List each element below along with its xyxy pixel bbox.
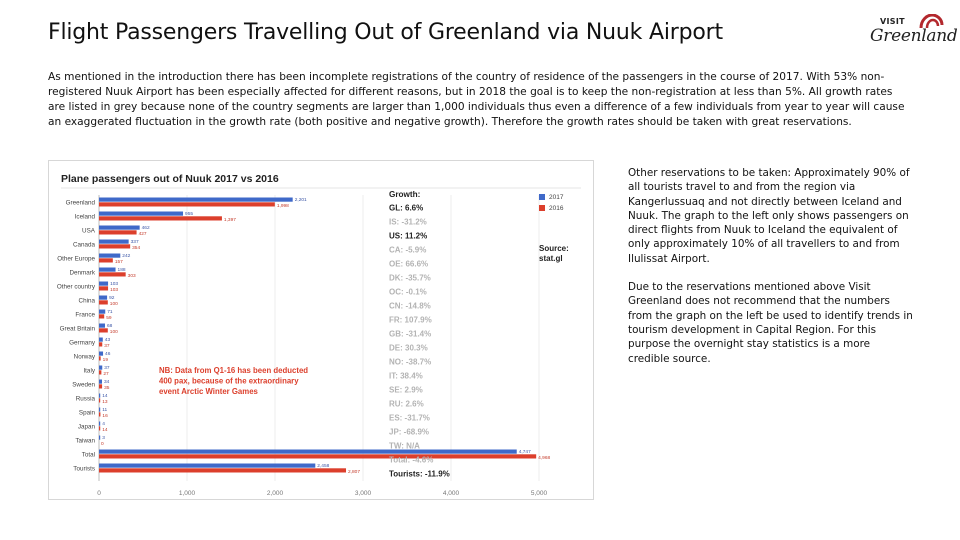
bar-2016: [99, 230, 137, 234]
bar-2017: [99, 254, 120, 258]
value-label-2017: 955: [185, 211, 194, 217]
bar-2016: [99, 202, 275, 206]
category-label: Norway: [73, 353, 95, 361]
category-label: Greenland: [65, 199, 95, 207]
value-label-2017: 14: [102, 393, 108, 399]
category-label: Russia: [75, 395, 95, 403]
value-label-2016: 100: [109, 329, 118, 335]
value-label-2016: 2,807: [348, 469, 361, 475]
value-label-2017: 46: [105, 351, 111, 357]
value-label-2017: 2,458: [317, 463, 330, 469]
bar-2016: [99, 426, 100, 430]
bar-2016: [99, 286, 108, 290]
bar-2017: [99, 296, 107, 300]
bar-2016: [99, 272, 126, 276]
category-label: Spain: [78, 409, 95, 417]
growth-rate: CA: -5.9%: [389, 245, 427, 255]
value-label-2017: 92: [109, 295, 115, 301]
value-label-2016: 14: [102, 427, 108, 433]
bar-2016: [99, 258, 113, 262]
category-label: Denmark: [69, 269, 95, 277]
bar-2017: [99, 408, 100, 412]
logo-wordmark: Greenland: [870, 26, 958, 46]
bar-2016: [99, 216, 222, 220]
bar-2017: [99, 366, 102, 370]
growth-rate: OC: -0.1%: [389, 287, 427, 297]
value-label-2016: 1,397: [223, 217, 236, 223]
x-tick-label: 0: [97, 490, 101, 497]
value-label-2016: 4,968: [538, 455, 551, 461]
growth-panel: [389, 190, 450, 479]
value-label-2017: 37: [104, 365, 110, 371]
value-label-2016: 1,998: [276, 203, 289, 209]
category-label: Total: [81, 451, 95, 459]
value-label-2017: 4,747: [518, 449, 531, 455]
note-reservations: Other reservations to be taken: Approximately 90% of all tourists travel to and from the region via Kangerlussuaq and not directly between Iceland and Nuuk. The graph to the left only shows passengers on direct flights from Nuuk to Iceland the equivalent of only approximately 10% of all travellers to and from Ilulissat Airport.: [628, 167, 910, 265]
category-label: Sweden: [72, 381, 95, 389]
bar-2017: [99, 380, 102, 384]
labels-layer: [57, 197, 551, 475]
chart-title: Plane passengers out of Nuuk 2017 vs 2016: [61, 173, 279, 185]
category-label: China: [78, 297, 95, 305]
bar-2017: [99, 282, 108, 286]
bar-2016: [99, 300, 108, 304]
page-title: Flight Passengers Travelling Out of Greenland via Nuuk Airport: [48, 20, 723, 45]
value-label-2016: 59: [106, 315, 112, 321]
bar-2016: [99, 328, 108, 332]
growth-rate: IT: 38.4%: [389, 371, 423, 381]
legend-label: 2017: [549, 194, 564, 201]
bar-2017: [99, 338, 103, 342]
bar-2016: [99, 454, 536, 458]
bars-layer: [99, 198, 536, 473]
growth-rate: Total: -4.6%: [389, 455, 434, 465]
growth-rate: OE: 66.6%: [389, 259, 429, 269]
value-label-2017: 188: [117, 267, 126, 273]
legend: [539, 194, 569, 263]
bar-2016: [99, 356, 101, 360]
bar-2016: [99, 398, 100, 402]
bar-2017: [99, 464, 315, 468]
bar-2017: [99, 422, 100, 426]
value-label-2016: 427: [138, 231, 147, 237]
growth-rate: IS: -31.2%: [389, 217, 427, 227]
growth-rate: SE: 2.9%: [389, 385, 423, 395]
legend-swatch: [539, 194, 545, 200]
annotation-line: event Arctic Winter Games: [159, 387, 258, 396]
value-label-2016: 19: [102, 357, 109, 363]
value-label-2016: 100: [109, 301, 118, 307]
x-tick-label: 1,000: [178, 490, 196, 497]
category-label: France: [75, 311, 95, 319]
x-tick-label: 4,000: [442, 490, 460, 497]
bar-2017: [99, 310, 105, 314]
legend-label: 2016: [549, 205, 564, 212]
growth-rate: GB: -31.4%: [389, 329, 432, 339]
category-label: Great Britain: [59, 325, 95, 333]
annotation: [159, 366, 308, 396]
category-label: Canada: [72, 241, 95, 249]
x-tick-label: 3,000: [354, 490, 372, 497]
growth-rate: FR: 107.9%: [389, 315, 432, 325]
bar-2017: [99, 436, 100, 440]
growth-rate: DK: -35.7%: [389, 273, 431, 283]
bar-2016: [99, 244, 130, 248]
category-label: Germany: [69, 339, 95, 347]
annotation-line: NB: Data from Q1-16 has been deducted: [159, 366, 309, 375]
bar-2017: [99, 198, 293, 202]
value-label-2016: 27: [103, 371, 109, 377]
value-label-2017: 3: [102, 435, 105, 441]
value-label-2016: 0: [101, 441, 104, 447]
category-label: Italy: [83, 367, 95, 375]
source-value: stat.gl: [539, 254, 563, 263]
value-label-2017: 103: [110, 281, 119, 287]
value-label-2017: 11: [102, 407, 108, 413]
source-label: Source:: [539, 244, 569, 253]
value-label-2017: 2,201: [294, 197, 307, 203]
growth-rate: TW: N/A: [389, 441, 420, 451]
bar-2017: [99, 352, 103, 356]
value-label-2016: 354: [132, 245, 141, 251]
annotation-line: 400 pax, because of the extraordinary: [159, 376, 299, 386]
intro-paragraph: As mentioned in the introduction there has been incomplete registrations of the country of residence of the passengers in the course of 2017. With 53% non-registered Nuuk Airport has been especially affected for different reasons, but in 2018 the goal is to keep the non-registration at less than 5%. All growth rates are listed in grey because none of the country segments are larger than 1,000 individuals thus even a difference of a few individuals from year to year will cause an exaggerated fluctuation in the growth rate (both positive and negative growth). Therefore the growth rates should be taken with great reservations.: [48, 71, 905, 128]
value-label-2016: 37: [104, 343, 110, 349]
value-label-2016: 103: [110, 287, 119, 293]
bar-2017: [99, 268, 116, 272]
bar-2017: [99, 324, 105, 328]
value-label-2017: 337: [130, 239, 139, 245]
bar-2017: [99, 394, 100, 398]
growth-rate: Tourists: -11.9%: [389, 469, 450, 479]
bar-2017: [99, 240, 129, 244]
bar-2016: [99, 412, 100, 416]
visit-greenland-logo: [868, 14, 958, 58]
category-label: Other country: [56, 283, 95, 291]
category-label: Taiwan: [75, 437, 95, 445]
growth-title: Growth:: [389, 190, 421, 199]
chart-svg: [49, 161, 593, 499]
bar-2016: [99, 468, 346, 472]
value-label-2017: 68: [106, 323, 113, 329]
value-label-2017: 462: [141, 225, 150, 231]
value-label-2017: 43: [104, 337, 111, 343]
category-label: USA: [82, 227, 95, 235]
x-tick-label: 5,000: [530, 490, 548, 497]
value-label-2016: 157: [114, 259, 123, 265]
growth-rate: US: 11.2%: [389, 231, 428, 241]
value-label-2016: 303: [127, 273, 136, 279]
value-label-2017: 71: [107, 309, 113, 315]
side-notes: [628, 166, 914, 366]
growth-rate: RU: 2.6%: [389, 399, 424, 409]
category-label: Tourists: [73, 465, 95, 473]
value-label-2016: 13: [102, 399, 108, 405]
growth-rate: NO: -38.7%: [389, 357, 432, 367]
bar-2016: [99, 314, 104, 318]
bar-2017: [99, 226, 140, 230]
category-label: Other Europe: [57, 255, 95, 263]
bar-2017: [99, 212, 183, 216]
bar-2016: [99, 370, 101, 374]
growth-rate: GL: 6.6%: [389, 203, 424, 213]
value-label-2017: 34: [103, 379, 110, 385]
x-tick-label: 2,000: [266, 490, 284, 497]
logo-visit-text: VISIT: [880, 17, 905, 26]
bar-2017: [99, 450, 517, 454]
bar-2016: [99, 384, 102, 388]
legend-swatch: [539, 205, 545, 211]
growth-rate: ES: -31.7%: [389, 413, 430, 423]
passenger-chart: [48, 160, 594, 500]
value-label-2016: 16: [102, 413, 108, 419]
category-label: Iceland: [74, 213, 95, 221]
bar-2016: [99, 342, 102, 346]
growth-rate: JP: -68.9%: [389, 427, 430, 437]
note-recommendation: Due to the reservations mentioned above Visit Greenland does not recommend that the numbers from the graph on the left be used to identify trends in tourism development in Capital Region. For this purpose the overnight stay statistics is a more credible source.: [628, 281, 913, 365]
value-label-2017: 242: [122, 253, 131, 259]
growth-rate: DE: 30.3%: [389, 343, 428, 353]
value-label-2016: 35: [104, 385, 110, 391]
growth-rate: CN: -14.8%: [389, 301, 431, 311]
category-label: Japan: [77, 423, 95, 431]
value-label-2017: 4: [102, 421, 105, 427]
